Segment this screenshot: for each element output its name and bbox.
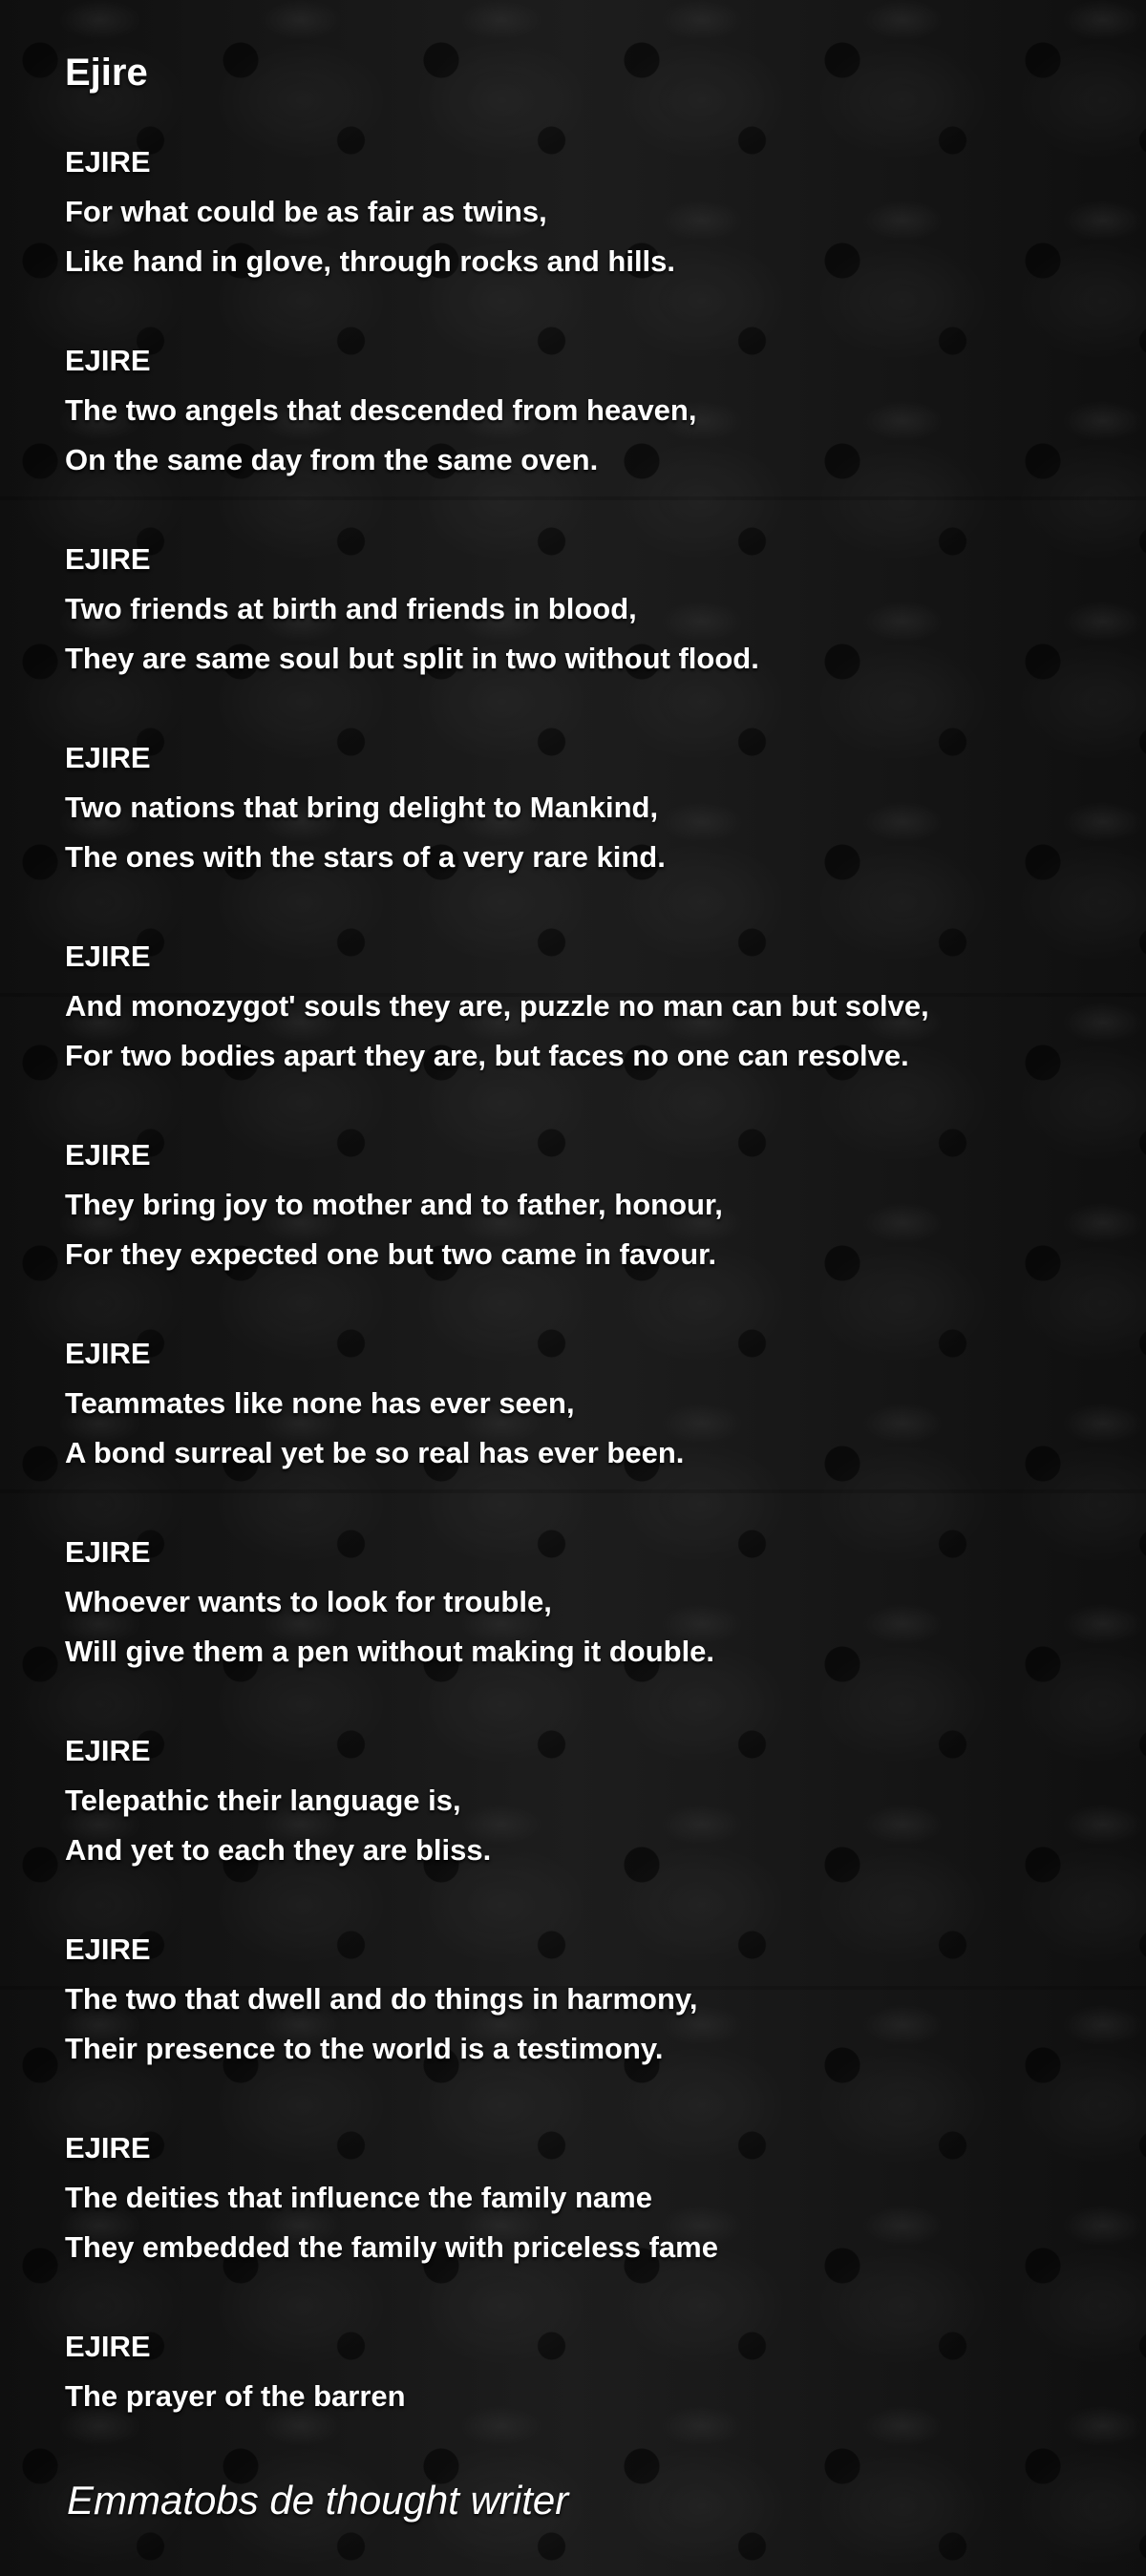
stanza-heading: EJIRE xyxy=(65,741,151,774)
stanza xyxy=(65,535,1115,684)
stanza xyxy=(65,336,1115,485)
stanza xyxy=(65,137,1115,286)
poem-line: Whoever wants to look for trouble, xyxy=(65,1585,552,1618)
poem-line: Teammates like none has ever seen, xyxy=(65,1386,575,1420)
stanza-heading: EJIRE xyxy=(65,145,151,179)
stanza xyxy=(65,1528,1115,1677)
stanza xyxy=(65,733,1115,882)
poem-line: Will give them a pen without making it double. xyxy=(65,1635,715,1668)
stanza xyxy=(65,1130,1115,1279)
poem-line: The two angels that descended from heaven, xyxy=(65,393,697,427)
poem-line: And yet to each they are bliss. xyxy=(65,1833,492,1867)
poem-line: For two bodies apart they are, but faces no one can resolve. xyxy=(65,1039,909,1072)
poem-line: Two nations that bring delight to Mankind, xyxy=(65,791,659,824)
stanza xyxy=(65,932,1115,1081)
poem-line: They bring joy to mother and to father, honour, xyxy=(65,1188,723,1221)
poem-line: A bond surreal yet be so real has ever been. xyxy=(65,1436,685,1469)
poem-container xyxy=(65,50,1115,2471)
poem-line: The ones with the stars of a very rare kind. xyxy=(65,840,666,874)
poem-title: Ejire xyxy=(65,52,148,94)
stanza-heading: EJIRE xyxy=(65,542,151,576)
poem-line: The two that dwell and do things in harmony, xyxy=(65,1982,698,2016)
poem-line: Like hand in glove, through rocks and hills. xyxy=(65,244,676,278)
stanza-heading: EJIRE xyxy=(65,1535,151,1569)
poem-line: They are same soul but split in two without flood. xyxy=(65,642,759,675)
stanza xyxy=(65,1925,1115,2074)
stanza xyxy=(65,1329,1115,1478)
stanza-heading: EJIRE xyxy=(65,1337,151,1370)
stanza-heading: EJIRE xyxy=(65,1932,151,1966)
poem-line: Their presence to the world is a testimony. xyxy=(65,2032,664,2065)
stanza-heading: EJIRE xyxy=(65,1734,151,1767)
poem-line: And monozygot' souls they are, puzzle no man can but solve, xyxy=(65,989,929,1023)
poem-line: Two friends at birth and friends in blood, xyxy=(65,592,637,625)
stanza xyxy=(65,1726,1115,1875)
poem-line: The prayer of the barren xyxy=(65,2379,406,2413)
poem-line: They embedded the family with priceless fame xyxy=(65,2230,718,2264)
stanza-heading: EJIRE xyxy=(65,2330,151,2363)
stanza-heading: EJIRE xyxy=(65,1138,151,1172)
poem-line: For what could be as fair as twins, xyxy=(65,195,547,228)
stanza-heading: EJIRE xyxy=(65,940,151,973)
author-signature: Emmatobs de thought writer xyxy=(67,2478,569,2523)
stanza xyxy=(65,2123,1115,2272)
stanza xyxy=(65,2322,1115,2421)
stanza-heading: EJIRE xyxy=(65,344,151,377)
poem-line: The deities that influence the family name xyxy=(65,2181,652,2214)
stanza-heading: EJIRE xyxy=(65,2131,151,2164)
poem-line: For they expected one but two came in favour. xyxy=(65,1237,717,1271)
poem-line: On the same day from the same oven. xyxy=(65,443,599,476)
poem-line: Telepathic their language is, xyxy=(65,1784,461,1817)
